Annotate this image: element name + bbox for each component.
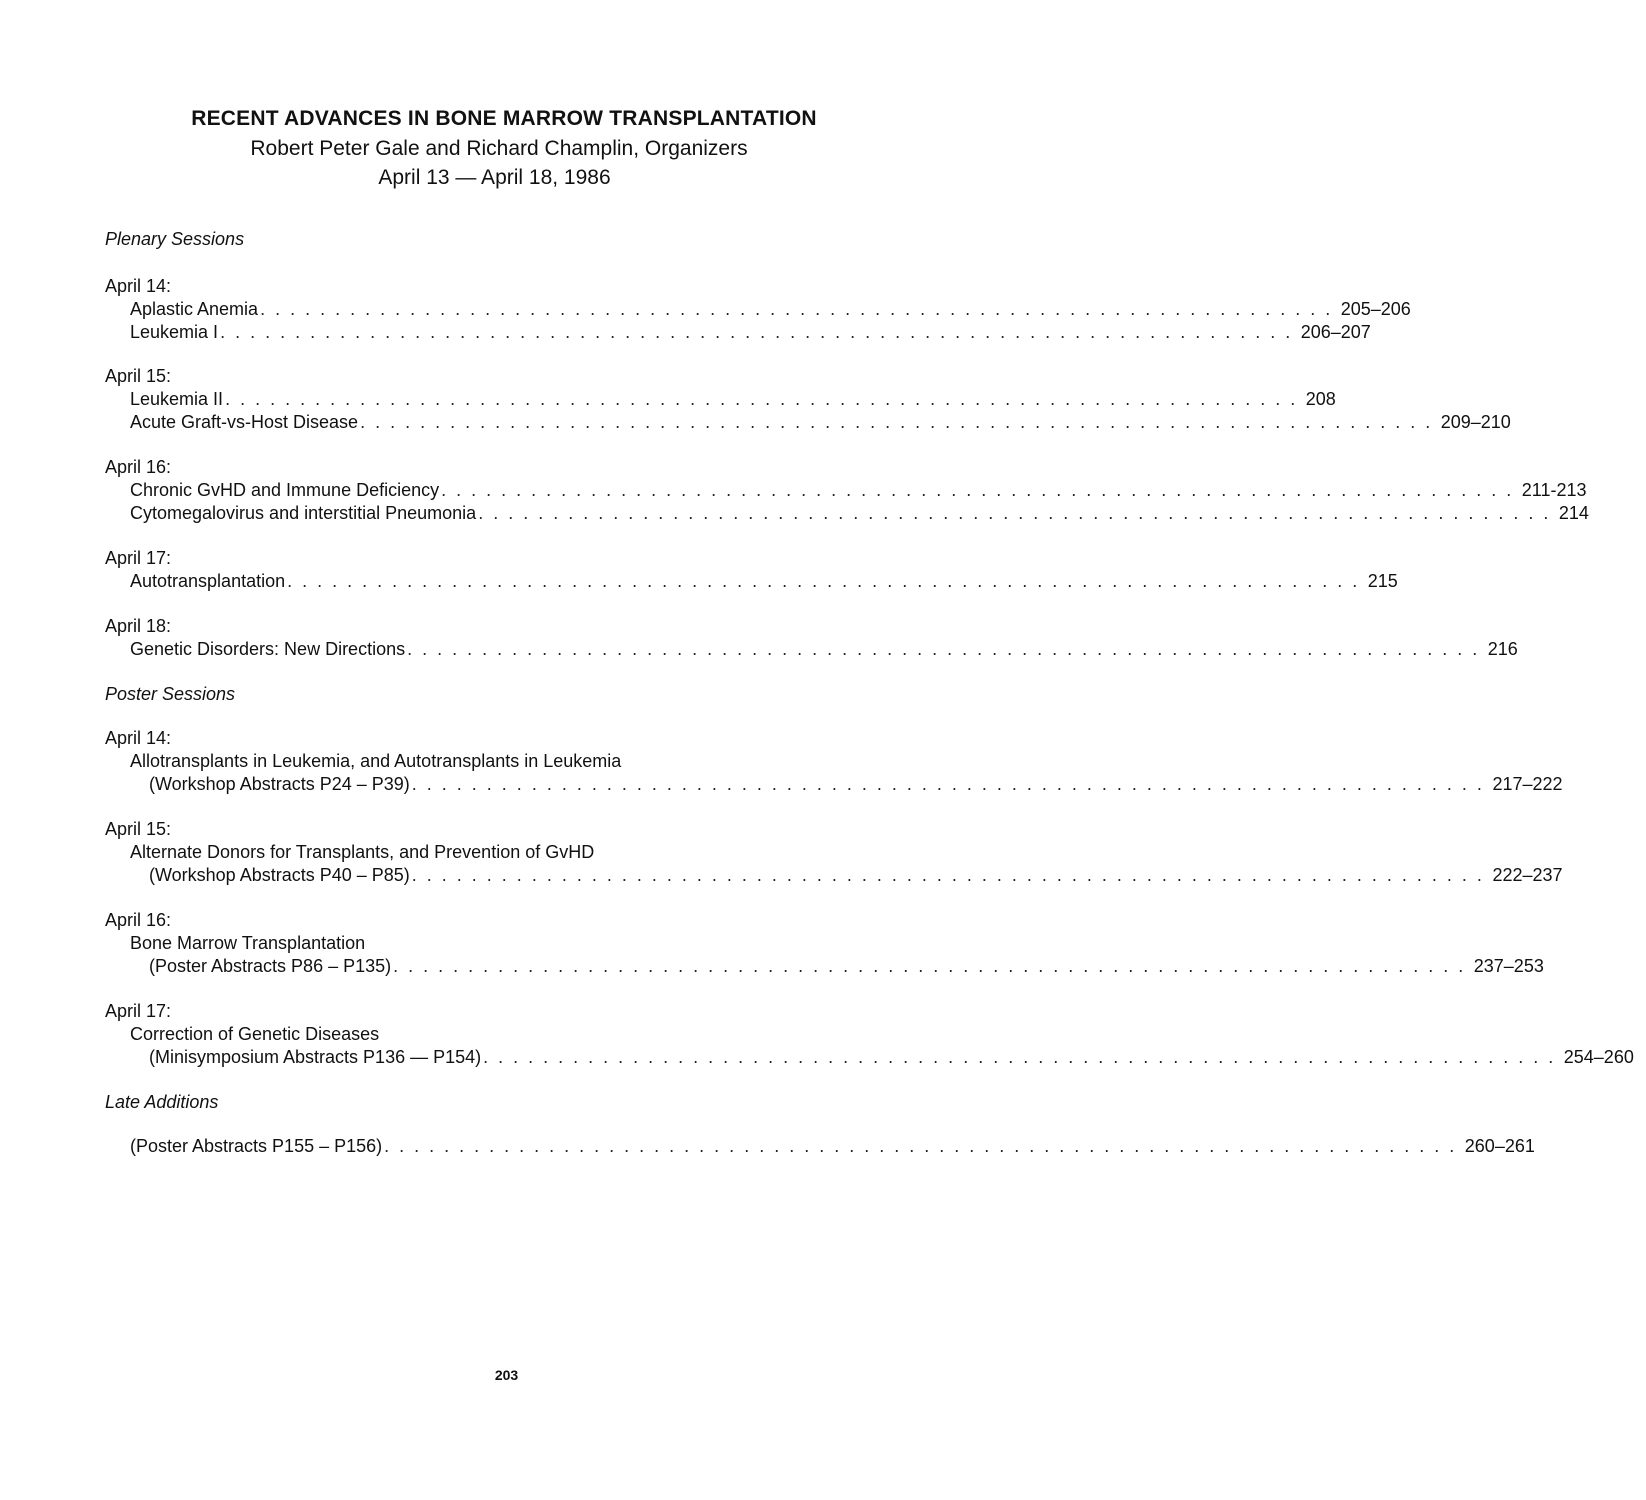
section-heading-plenary: Plenary Sessions xyxy=(105,229,245,249)
entry-pages: 214 xyxy=(1558,503,1589,523)
section-heading-late-additions: Late Additions xyxy=(105,1092,219,1112)
dot-leader: . . . . . . . . . . . . . . . . . . . . . . . . . . . . . . . . . . . . . . . . . . . . . . . . . . . . . . . . . . . . . . . . . . . . . . . . xyxy=(411,774,1485,794)
entry-pages: 237–253 xyxy=(1473,956,1544,976)
day-label: April 17: xyxy=(105,1001,172,1021)
toc-entry[interactable] xyxy=(105,411,1511,434)
table-of-contents xyxy=(105,226,1634,1158)
organizers-line: Robert Peter Gale and Richard Champlin, Organizers xyxy=(250,137,748,160)
poster-day-april-15 xyxy=(105,818,1563,887)
entry-title: (Workshop Abstracts P40 – P85) xyxy=(149,865,410,885)
page-number: 203 xyxy=(494,1367,519,1383)
entry-title: Aplastic Anemia xyxy=(130,299,259,319)
toc-entry[interactable] xyxy=(105,638,1518,661)
toc-entry[interactable] xyxy=(105,570,1398,593)
toc-entry[interactable] xyxy=(105,502,1589,525)
plenary-day-april-14 xyxy=(105,275,1411,344)
dot-leader: . . . . . . . . . . . . . . . . . . . . . . . . . . . . . . . . . . . . . . . . . . . . . . . . . . . . . . . . . . . . . . . . . . . . . . . . xyxy=(393,956,1466,976)
entry-title: (Minisymposium Abstracts P136 — P154) xyxy=(149,1047,482,1067)
dot-leader: . . . . . . . . . . . . . . . . . . . . . . . . . . . . . . . . . . . . . . . . . . . . . . . . . . . . . . . . . . . . . . . . . . . . . . . . xyxy=(384,1136,1457,1156)
entry-title: (Poster Abstracts P86 – P135) xyxy=(149,956,392,976)
entry-title: Leukemia II xyxy=(130,389,224,409)
toc-entry[interactable] xyxy=(105,864,1563,887)
toc-entry[interactable] xyxy=(105,955,1544,978)
dot-leader: . . . . . . . . . . . . . . . . . . . . . . . . . . . . . . . . . . . . . . . . . . . . . . . . . . . . . . . . . . . . . . . . . . . . . . . . xyxy=(220,322,1293,342)
day-label: April 17: xyxy=(105,548,172,568)
toc-entry[interactable] xyxy=(105,321,1371,344)
entry-title: Leukemia I xyxy=(130,322,219,342)
dot-leader: . . . . . . . . . . . . . . . . . . . . . . . . . . . . . . . . . . . . . . . . . . . . . . . . . . . . . . . . . . . . . . . . . . . . . . . . xyxy=(478,503,1551,523)
entry-title: Acute Graft-vs-Host Disease xyxy=(130,412,359,432)
entry-pages: 209–210 xyxy=(1440,412,1511,432)
entry-pages: 208 xyxy=(1305,389,1336,409)
plenary-day-april-16 xyxy=(105,456,1589,525)
entry-pages: 206–207 xyxy=(1300,322,1371,342)
dot-leader: . . . . . . . . . . . . . . . . . . . . . . . . . . . . . . . . . . . . . . . . . . . . . . . . . . . . . . . . . . . . . . . . . . . . . . . . xyxy=(483,1047,1556,1067)
session-topic: Correction of Genetic Diseases xyxy=(130,1024,380,1044)
day-label: April 15: xyxy=(105,819,172,839)
entry-pages: 260–261 xyxy=(1464,1136,1535,1156)
toc-entry[interactable] xyxy=(105,1046,1634,1069)
dot-leader: . . . . . . . . . . . . . . . . . . . . . . . . . . . . . . . . . . . . . . . . . . . . . . . . . . . . . . . . . . . . . . . . . . . . . . . . xyxy=(360,412,1433,432)
poster-day-april-16 xyxy=(105,909,1544,978)
session-topic: Allotransplants in Leukemia, and Autotransplants in Leukemia xyxy=(130,751,622,771)
entry-title: Genetic Disorders: New Directions xyxy=(130,639,406,659)
day-label: April 16: xyxy=(105,910,172,930)
toc-entry[interactable] xyxy=(105,479,1587,502)
entry-title: Cytomegalovirus and interstitial Pneumonia xyxy=(130,503,477,523)
plenary-day-april-17 xyxy=(105,547,1398,593)
poster-day-april-14 xyxy=(105,727,1563,796)
day-label: April 14: xyxy=(105,276,172,296)
entry-pages: 216 xyxy=(1487,639,1518,659)
toc-entry[interactable] xyxy=(105,388,1336,411)
document-title: RECENT ADVANCES IN BONE MARROW TRANSPLANTATION xyxy=(191,107,817,130)
plenary-day-april-18 xyxy=(105,615,1518,661)
day-label: April 15: xyxy=(105,366,172,386)
toc-entry[interactable] xyxy=(105,773,1563,796)
day-label: April 18: xyxy=(105,616,172,636)
document-header xyxy=(0,104,1013,192)
toc-entry[interactable] xyxy=(105,1135,1535,1158)
entry-pages: 215 xyxy=(1367,571,1398,591)
session-topic: Bone Marrow Transplantation xyxy=(130,933,366,953)
entry-title: (Poster Abstracts P155 – P156) xyxy=(130,1136,383,1156)
toc-entry[interactable] xyxy=(105,298,1411,321)
session-topic: Alternate Donors for Transplants, and Prevention of GvHD xyxy=(130,842,595,862)
dot-leader: . . . . . . . . . . . . . . . . . . . . . . . . . . . . . . . . . . . . . . . . . . . . . . . . . . . . . . . . . . . . . . . . . . . . . . . . xyxy=(441,480,1514,500)
section-heading-poster: Poster Sessions xyxy=(105,684,236,704)
conference-dates: April 13 — April 18, 1986 xyxy=(378,166,611,189)
dot-leader: . . . . . . . . . . . . . . . . . . . . . . . . . . . . . . . . . . . . . . . . . . . . . . . . . . . . . . . . . . . . . . . . . . . . . . . . xyxy=(411,865,1485,885)
entry-title: (Workshop Abstracts P24 – P39) xyxy=(149,774,410,794)
dot-leader: . . . . . . . . . . . . . . . . . . . . . . . . . . . . . . . . . . . . . . . . . . . . . . . . . . . . . . . . . . . . . . . . . . . . . . . . xyxy=(225,389,1298,409)
entry-pages: 222–237 xyxy=(1492,865,1563,885)
dot-leader: . . . . . . . . . . . . . . . . . . . . . . . . . . . . . . . . . . . . . . . . . . . . . . . . . . . . . . . . . . . . . . . . . . . . . . . . xyxy=(407,639,1480,659)
poster-day-april-17 xyxy=(105,1000,1634,1069)
day-label: April 16: xyxy=(105,457,172,477)
dot-leader: . . . . . . . . . . . . . . . . . . . . . . . . . . . . . . . . . . . . . . . . . . . . . . . . . . . . . . . . . . . . . . . . . . . . . . . . xyxy=(260,299,1333,319)
entry-pages: 205–206 xyxy=(1340,299,1411,319)
entry-title: Chronic GvHD and Immune Deficiency xyxy=(130,480,440,500)
entry-pages: 211-213 xyxy=(1521,480,1587,500)
entry-pages: 217–222 xyxy=(1492,774,1563,794)
dot-leader: . . . . . . . . . . . . . . . . . . . . . . . . . . . . . . . . . . . . . . . . . . . . . . . . . . . . . . . . . . . . . . . . . . . . . . . . xyxy=(287,571,1360,591)
day-label: April 14: xyxy=(105,728,172,748)
entry-pages: 254–260 xyxy=(1563,1047,1634,1067)
plenary-day-april-15 xyxy=(105,365,1511,434)
entry-title: Autotransplantation xyxy=(130,571,286,591)
